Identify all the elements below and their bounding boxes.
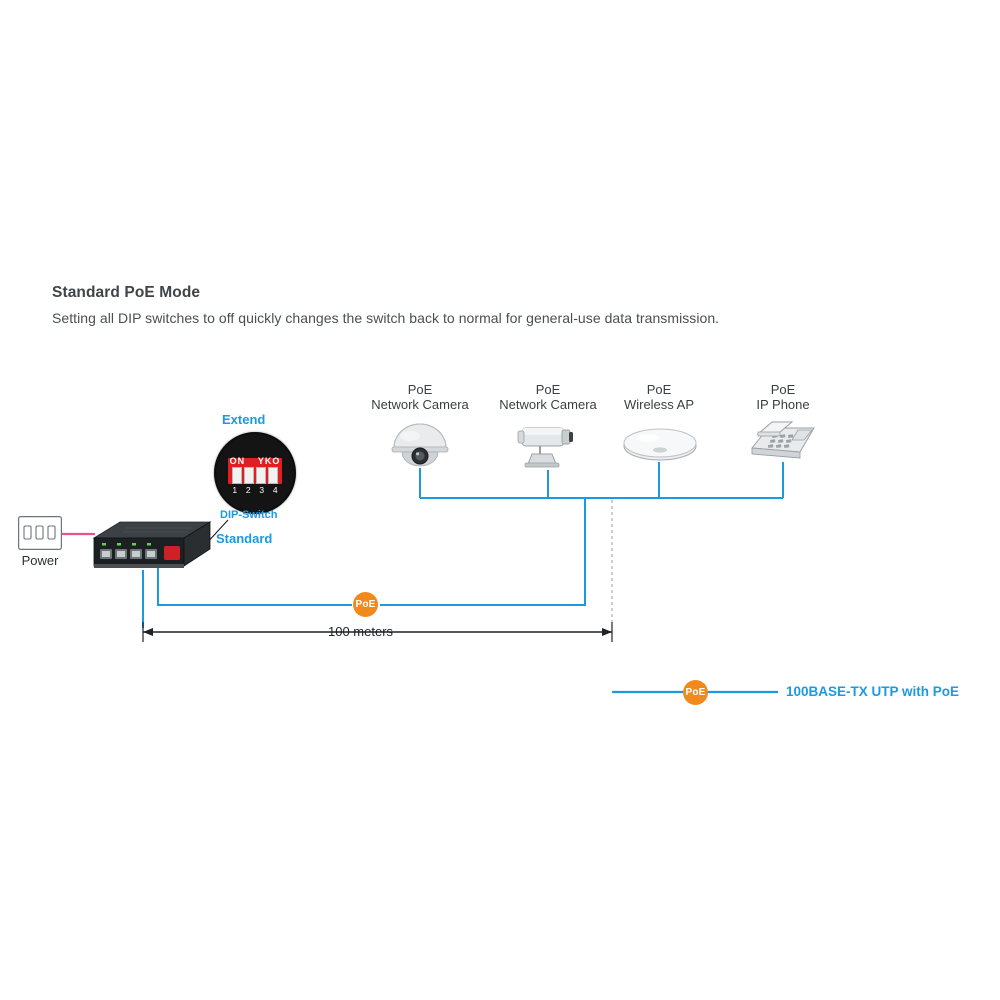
poe-ip-phone-icon bbox=[742, 418, 822, 471]
device-label-line2: Wireless AP bbox=[623, 397, 695, 412]
poe-switch-device bbox=[92, 516, 212, 583]
page-subtitle: Setting all DIP switches to off quickly changes the switch back to normal for general-use data transmission. bbox=[52, 310, 720, 326]
dip-number-3: 3 bbox=[259, 485, 265, 495]
dip-switch-on-yko-label bbox=[229, 456, 281, 466]
extend-label: Extend bbox=[222, 412, 266, 427]
page-title: Standard PoE Mode bbox=[52, 284, 201, 301]
dip-number-1: 1 bbox=[232, 485, 238, 495]
device-label-line1: PoE bbox=[770, 382, 796, 397]
dip-lever-4[interactable] bbox=[268, 467, 278, 484]
device-label-line1: PoE bbox=[407, 382, 433, 397]
standard-label: Standard bbox=[216, 531, 273, 546]
legend-label: 100BASE-TX UTP with PoE bbox=[786, 684, 960, 699]
device-label-line1: PoE bbox=[646, 382, 672, 397]
dip-lever-1[interactable] bbox=[232, 467, 242, 484]
distance-arrow-left bbox=[143, 628, 153, 636]
dip-number-4: 4 bbox=[272, 485, 278, 495]
dip-on-text: ON bbox=[229, 456, 246, 466]
poe-badge-link: PoE bbox=[353, 592, 378, 617]
poe-network-camera-bullet-icon bbox=[512, 420, 584, 477]
distance-arrow-right bbox=[602, 628, 612, 636]
device-label-line2: Network Camera bbox=[499, 397, 597, 412]
dip-yko-text: YKO bbox=[257, 456, 281, 466]
legend-poe-badge: PoE bbox=[683, 680, 708, 705]
power-label: Power bbox=[21, 553, 59, 568]
poe-wireless-ap-icon bbox=[622, 424, 698, 469]
power-outlet bbox=[18, 516, 62, 555]
dip-switch-label: DIP-Switch bbox=[220, 509, 278, 521]
label-poe-network-camera-dome bbox=[350, 382, 490, 412]
distance-label: 100 meters bbox=[328, 624, 394, 639]
dip-lever-2[interactable] bbox=[244, 467, 254, 484]
dip-lever-3[interactable] bbox=[256, 467, 266, 484]
label-poe-ip-phone bbox=[713, 382, 853, 412]
poe-network-camera-dome-icon bbox=[388, 418, 452, 475]
dip-switch-callout[interactable] bbox=[214, 432, 296, 514]
device-label-line1: PoE bbox=[535, 382, 561, 397]
dip-number-2: 2 bbox=[245, 485, 251, 495]
label-poe-wireless-ap bbox=[589, 382, 729, 412]
device-label-line2: Network Camera bbox=[371, 397, 469, 412]
switch-poe-line-b bbox=[380, 498, 585, 605]
dip-number-row bbox=[228, 485, 282, 495]
device-label-line2: IP Phone bbox=[756, 397, 810, 412]
